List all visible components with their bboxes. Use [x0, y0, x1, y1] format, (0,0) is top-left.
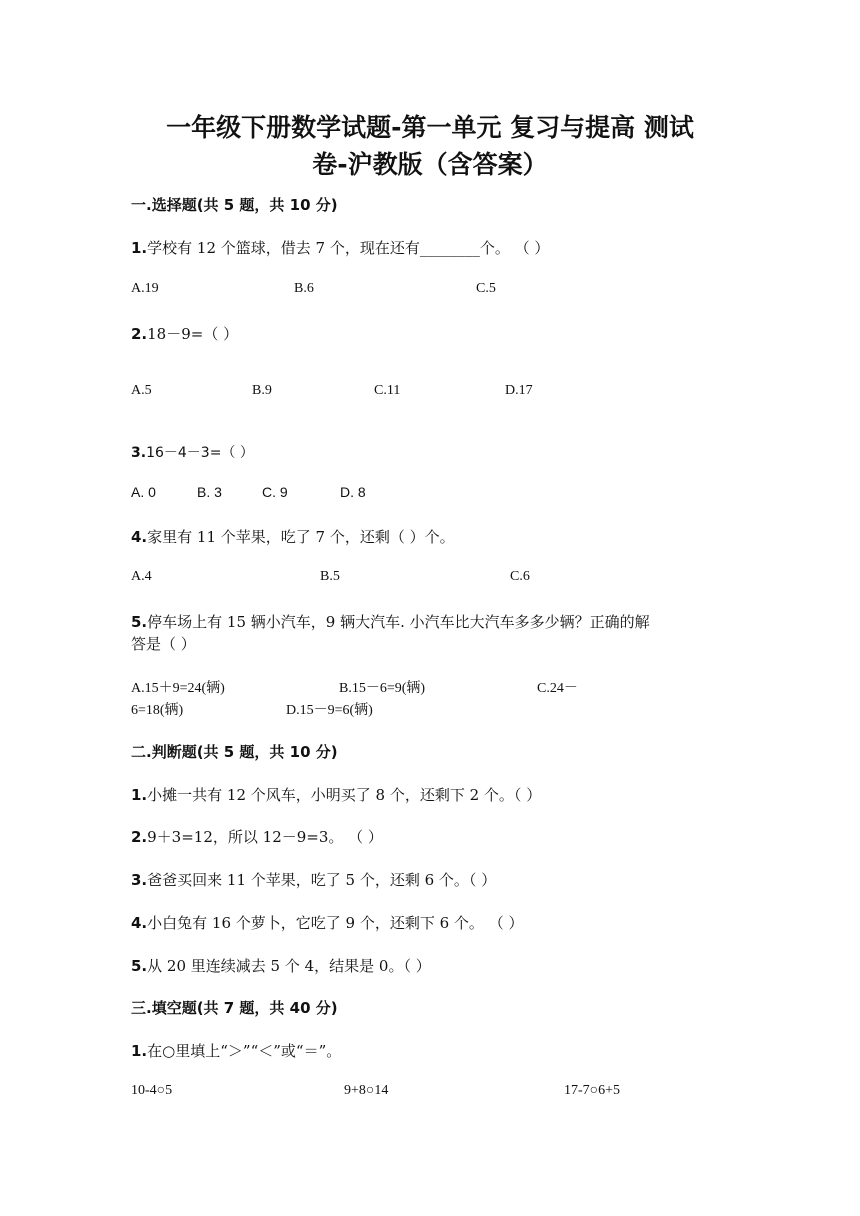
choice-3-option-b: B. 3 — [197, 484, 222, 500]
fill-1-item-3: 17-7○6+5 — [564, 1083, 621, 1098]
choice-3-option-d: D. 8 — [340, 484, 366, 500]
choice-3-option-a: A. 0 — [131, 484, 156, 500]
judge-question-2: 2.9＋3=12，所以 12－9=3。 （ ） — [131, 828, 383, 846]
choice-4-option-c: C.6 — [510, 569, 530, 584]
section-heading-fill: 三.填空题(共 7 题，共 40 分) — [131, 999, 338, 1017]
fill-1-item-2: 9+8○14 — [344, 1083, 389, 1098]
choice-5-option-c: C.24－ — [537, 681, 578, 696]
judge-question-3: 3.爸爸买回来 11 个苹果，吃了 5 个，还剩 6 个。（ ） — [131, 871, 497, 889]
choice-1-option-c: C.5 — [476, 281, 496, 296]
doc-title-line-2: 卷-沪教版（含答案） — [312, 150, 548, 179]
doc-title-line-1: 一年级下册数学试题-第一单元 复习与提高 测试 — [166, 113, 694, 142]
choice-question-5-cont: 答是（ ） — [131, 635, 196, 653]
choice-question-5: 5.停车场上有 15 辆小汽车，9 辆大汽车. 小汽车比大汽车多多少辆？正确的解 — [131, 613, 650, 631]
judge-question-4: 4.小白兔有 16 个萝卜，它吃了 9 个，还剩下 6 个。 （ ） — [131, 914, 524, 932]
choice-4-option-b: B.5 — [320, 569, 340, 584]
choice-question-4: 4.家里有 11 个苹果，吃了 7 个，还剩（ ）个。 — [131, 528, 455, 546]
fill-1-item-1: 10-4○5 — [131, 1083, 173, 1098]
choice-2-option-b: B.9 — [252, 383, 272, 398]
choice-question-1: 1.学校有 12 个篮球，借去 7 个，现在还有________个。 （ ） — [131, 239, 550, 257]
choice-question-2: 2.18－9=（ ） — [131, 325, 239, 343]
choice-1-option-a: A.19 — [131, 281, 159, 296]
choice-4-option-a: A.4 — [131, 569, 152, 584]
section-heading-judge: 二.判断题(共 5 题，共 10 分) — [131, 743, 338, 761]
choice-1-option-b: B.6 — [294, 281, 314, 296]
fill-question-1: 1.在○里填上“＞”“＜”或“＝”。 — [131, 1042, 342, 1060]
judge-question-5: 5.从 20 里连续减去 5 个 4，结果是 0。（ ） — [131, 957, 431, 975]
choice-5-option-b: B.15－6=9(辆) — [339, 681, 426, 696]
choice-5-option-d: D.15－9=6(辆) — [286, 703, 373, 718]
choice-2-option-d: D.17 — [505, 383, 533, 398]
choice-5-option-a: A.15＋9=24(辆) — [131, 681, 225, 696]
choice-question-3: 3.16－4－3=（ ） — [131, 445, 254, 461]
choice-3-option-c: C. 9 — [262, 484, 288, 500]
choice-2-option-a: A.5 — [131, 383, 152, 398]
choice-5-option-c-cont: 6=18(辆) — [131, 703, 184, 718]
judge-question-1: 1.小摊一共有 12 个风车，小明买了 8 个，还剩下 2 个。（ ） — [131, 786, 542, 804]
choice-2-option-c: C.11 — [374, 383, 401, 398]
section-heading-choice: 一.选择题(共 5 题，共 10 分) — [131, 196, 338, 214]
